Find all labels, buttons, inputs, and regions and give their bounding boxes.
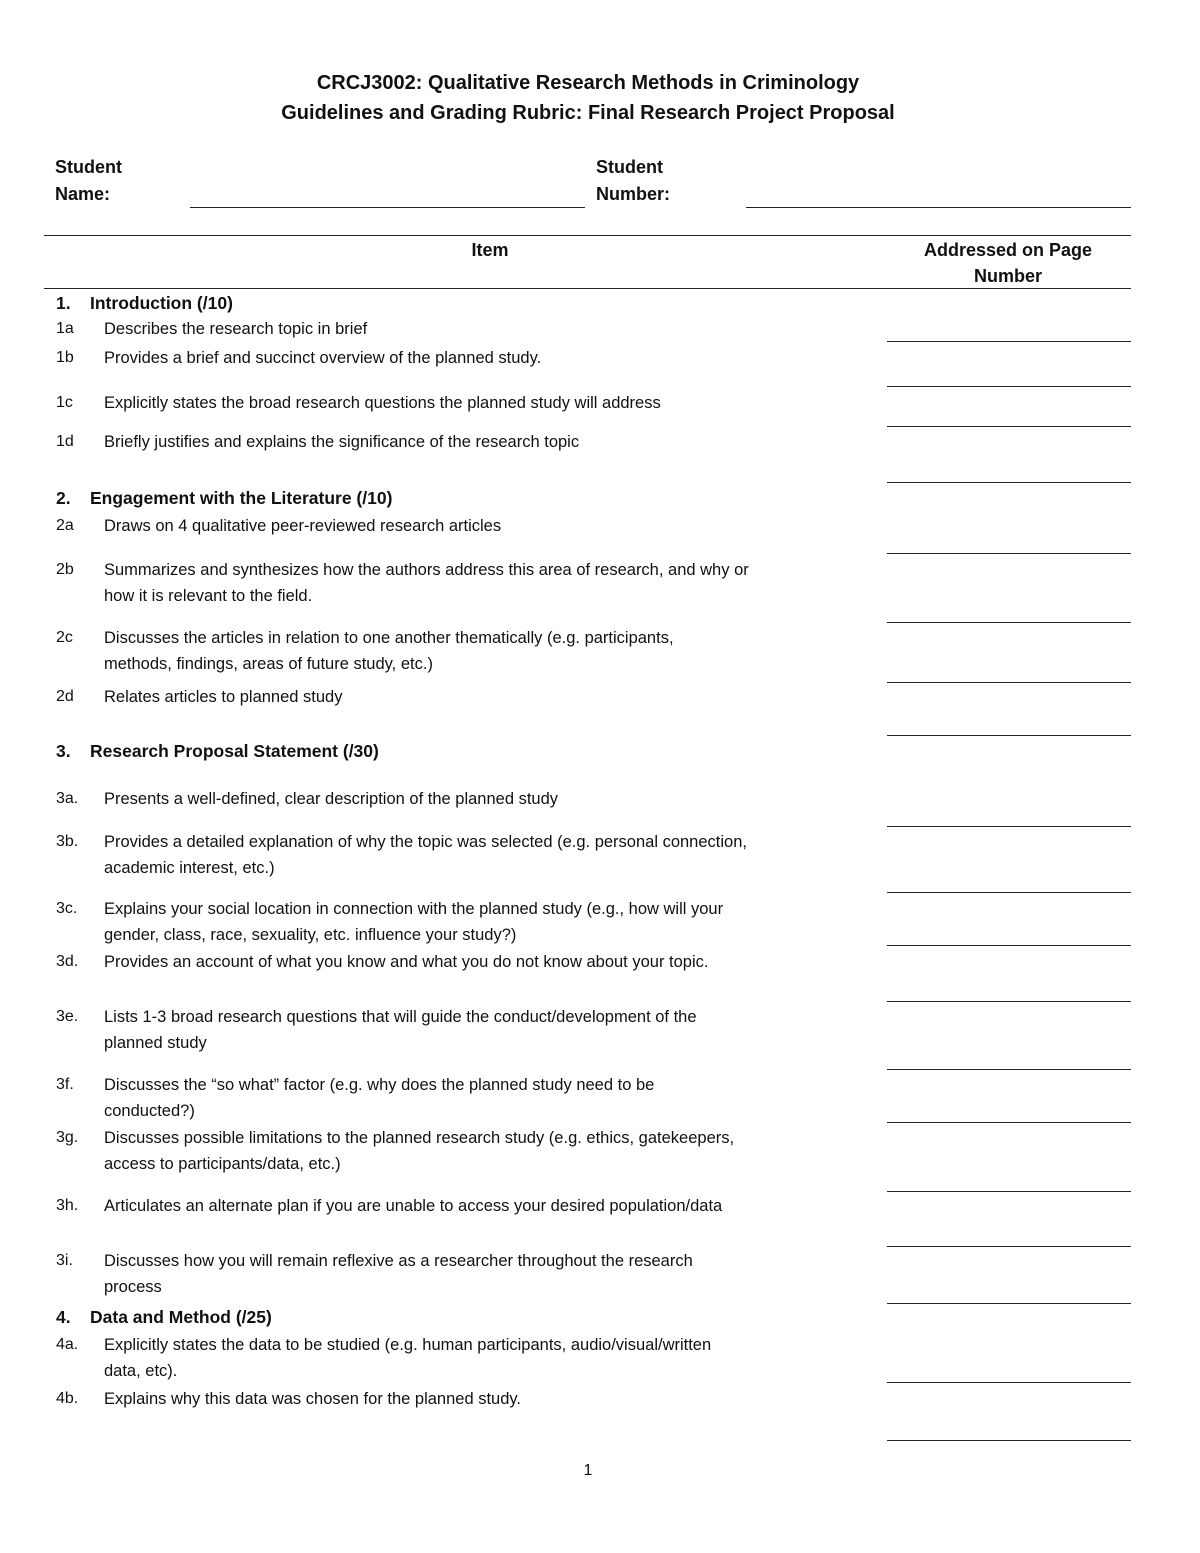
item-id: 3a. bbox=[56, 790, 79, 807]
item-id: 2a bbox=[56, 517, 74, 534]
item-text: Lists 1-3 broad research questions that will guide the conduct/development of the planned study bbox=[104, 1008, 697, 1052]
section-title-literature: Engagement with the Literature (/10) bbox=[90, 488, 393, 508]
section-number: 3. bbox=[56, 741, 71, 761]
answer-line-3a[interactable] bbox=[887, 826, 1131, 827]
item-id: 3h. bbox=[56, 1197, 79, 1214]
section-number: 2. bbox=[56, 488, 71, 508]
column-header-item: Item bbox=[471, 240, 509, 260]
item-id: 2d bbox=[56, 688, 74, 705]
item-id: 3i. bbox=[56, 1252, 73, 1269]
item-text: Summarizes and synthesizes how the authors address this area of research, and why or how it is relevant to the field. bbox=[104, 561, 749, 605]
item-id: 3e. bbox=[56, 1008, 79, 1025]
item-text: Provides an account of what you know and what you do not know about your topic. bbox=[104, 953, 709, 971]
item-id: 2c bbox=[56, 629, 73, 646]
item-text: Describes the research topic in brief bbox=[104, 320, 368, 338]
document-title: Guidelines and Grading Rubric: Final Research Project Proposal bbox=[281, 102, 895, 124]
item-text: Presents a well-defined, clear description of the planned study bbox=[104, 790, 559, 808]
item-text: Explicitly states the data to be studied (e.g. human participants, audio/visual/written data, etc). bbox=[104, 1336, 712, 1380]
answer-line-1d[interactable] bbox=[887, 482, 1131, 483]
answer-line-3i[interactable] bbox=[887, 1303, 1131, 1304]
answer-line-1c[interactable] bbox=[887, 426, 1131, 427]
item-text: Relates articles to planned study bbox=[104, 688, 343, 706]
item-id: 1d bbox=[56, 433, 74, 450]
item-text: Discusses possible limitations to the planned research study (e.g. ethics, gatekeepers, access to participants/data, etc.) bbox=[104, 1129, 735, 1173]
item-text: Explains why this data was chosen for the planned study. bbox=[104, 1390, 522, 1408]
answer-line-2b[interactable] bbox=[887, 622, 1131, 623]
student-number-field[interactable] bbox=[746, 207, 1131, 208]
course-title: CRCJ3002: Qualitative Research Methods in Criminology bbox=[316, 72, 860, 94]
answer-line-3g[interactable] bbox=[887, 1191, 1131, 1192]
item-text: Briefly justifies and explains the significance of the research topic bbox=[104, 433, 580, 451]
column-header-page-number: Addressed on Page Number bbox=[923, 240, 1093, 286]
answer-line-2d[interactable] bbox=[887, 735, 1131, 736]
student-number-label: Student Number: bbox=[596, 157, 671, 204]
student-name-label: Student Name: bbox=[55, 157, 122, 204]
answer-line-1a[interactable] bbox=[887, 341, 1131, 342]
page-number: 1 bbox=[583, 1462, 593, 1479]
item-text: Provides a detailed explanation of why the topic was selected (e.g. personal connection, academic interest, etc.) bbox=[104, 833, 747, 877]
table-header-rule bbox=[44, 288, 1131, 289]
answer-line-3d[interactable] bbox=[887, 1001, 1131, 1002]
answer-line-3h[interactable] bbox=[887, 1246, 1131, 1247]
item-text: Provides a brief and succinct overview of the planned study. bbox=[104, 349, 542, 367]
item-id: 1b bbox=[56, 349, 74, 366]
student-name-field[interactable] bbox=[190, 207, 585, 208]
answer-line-3f[interactable] bbox=[887, 1122, 1131, 1123]
answer-line-3c[interactable] bbox=[887, 945, 1131, 946]
item-id: 3b. bbox=[56, 833, 79, 850]
item-text: Articulates an alternate plan if you are unable to access your desired population/data bbox=[104, 1197, 723, 1215]
item-id: 4b. bbox=[56, 1390, 79, 1407]
answer-line-3b[interactable] bbox=[887, 892, 1131, 893]
item-text: Draws on 4 qualitative peer-reviewed research articles bbox=[104, 517, 502, 535]
section-title-proposal: Research Proposal Statement (/30) bbox=[90, 741, 379, 761]
answer-line-2c[interactable] bbox=[887, 682, 1131, 683]
item-id: 1a bbox=[56, 320, 74, 337]
answer-line-4a[interactable] bbox=[887, 1382, 1131, 1383]
section-number: 1. bbox=[56, 293, 71, 313]
section-number: 4. bbox=[56, 1307, 71, 1327]
table-top-rule bbox=[44, 235, 1131, 236]
section-title-data-method: Data and Method (/25) bbox=[90, 1307, 272, 1327]
item-text: Discusses the “so what” factor (e.g. why does the planned study need to be conducted?) bbox=[104, 1076, 655, 1120]
item-id: 3d. bbox=[56, 953, 79, 970]
item-text: Discusses how you will remain reflexive as a researcher throughout the research process bbox=[104, 1252, 693, 1296]
item-id: 1c bbox=[56, 394, 73, 411]
item-id: 2b bbox=[56, 561, 74, 578]
item-id: 3g. bbox=[56, 1129, 79, 1146]
item-text: Explicitly states the broad research questions the planned study will address bbox=[104, 394, 661, 412]
item-id: 3f. bbox=[56, 1076, 74, 1093]
item-text: Explains your social location in connection with the planned study (e.g., how will your gender, class, race, sexuality, etc. influence your study?) bbox=[104, 900, 724, 944]
item-id: 4a. bbox=[56, 1336, 79, 1353]
answer-line-3e[interactable] bbox=[887, 1069, 1131, 1070]
item-text: Discusses the articles in relation to one another thematically (e.g. participants, methods, findings, areas of future study, etc.) bbox=[104, 629, 674, 673]
item-id: 3c. bbox=[56, 900, 78, 917]
section-title-introduction: Introduction (/10) bbox=[90, 293, 233, 313]
answer-line-4b[interactable] bbox=[887, 1440, 1131, 1441]
answer-line-1b[interactable] bbox=[887, 386, 1131, 387]
answer-line-2a[interactable] bbox=[887, 553, 1131, 554]
